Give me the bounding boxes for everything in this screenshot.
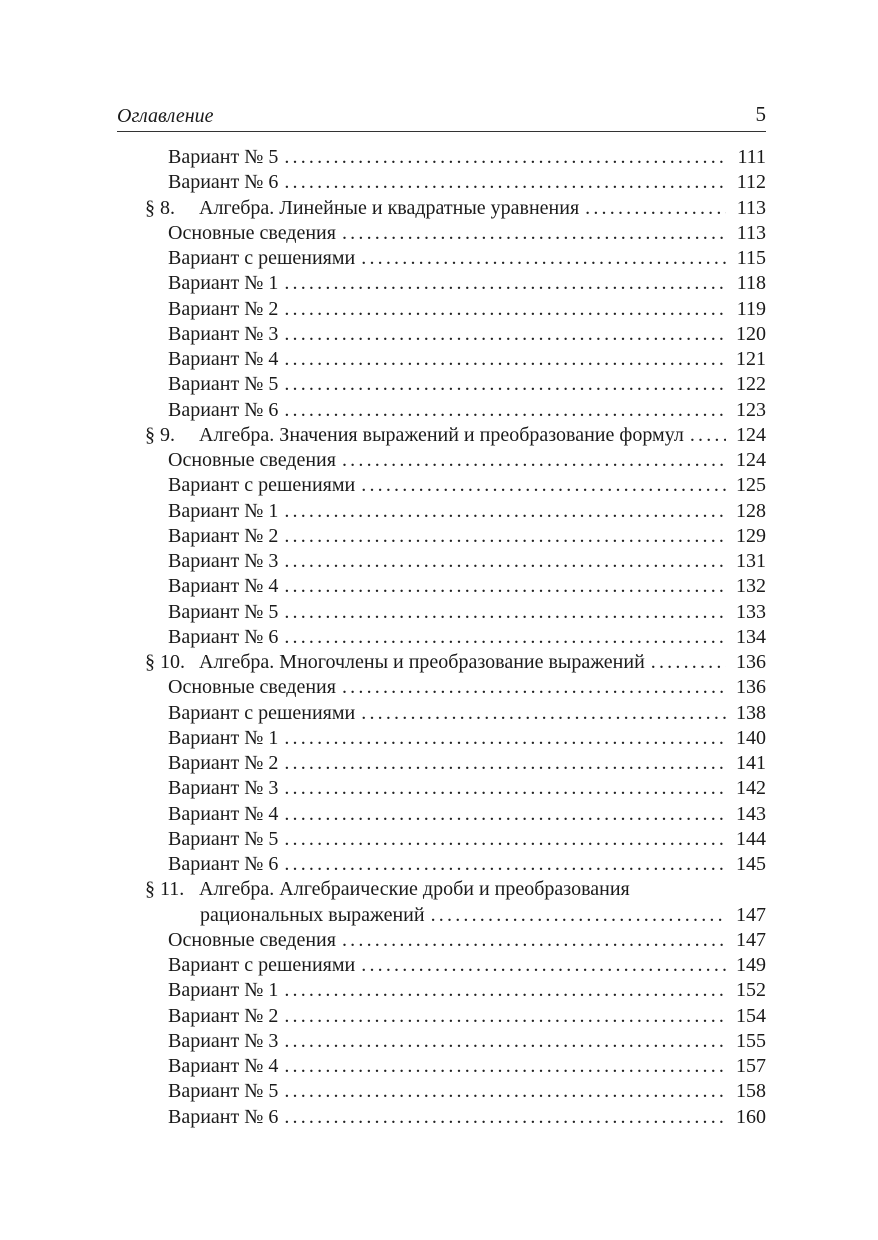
toc-entry [168,322,766,346]
dot-leader [284,751,726,775]
toc-entry-page: 143 [736,802,766,825]
dot-leader [284,802,726,826]
toc-entry-page: 160 [736,1105,766,1128]
toc-entry [168,751,766,775]
toc-entry-label: Вариант с решениями [168,474,356,497]
toc-entry [168,398,766,422]
toc-entry-page: 131 [736,550,766,572]
section-number: § 8. [145,196,175,219]
toc-entry-page: 112 [736,171,766,194]
dot-leader [284,145,726,169]
toc-entry-label: Вариант с решениями [168,954,356,976]
toc-section-entry [145,423,766,447]
dot-leader [284,600,726,624]
toc-entry-label: Вариант № 6 [168,625,279,648]
dot-leader [284,978,726,1002]
toc-entry-label: рациональных выражений [200,903,425,926]
toc-entry-page: 125 [736,474,766,497]
toc-entry-page: 155 [736,1029,766,1052]
toc-entry-label: Алгебра. Алгебраические дроби и преобразования [199,878,630,901]
dot-leader [284,1029,726,1053]
toc-entry-page: 133 [736,600,766,623]
toc-entry-label: Вариант № 2 [168,752,279,774]
dot-leader [284,347,726,371]
toc-entry-label: Вариант № 4 [168,575,279,598]
toc-entry-label: Вариант № 4 [168,348,279,370]
toc-entry-page: 158 [736,1080,766,1103]
toc-entry [168,1054,766,1078]
toc-entry [168,549,766,573]
dot-leader [284,549,726,573]
section-number: § 9. [145,423,175,446]
toc-entry [168,145,766,169]
dot-leader [284,1054,726,1078]
dot-leader [284,297,726,321]
section-number: § 11. [145,878,185,901]
running-header [117,103,766,132]
dot-leader [284,499,726,523]
toc-entry-page: 132 [736,575,766,598]
dot-leader [284,524,726,548]
toc-section-entry [145,196,766,220]
toc-entry-label: Вариант № 3 [168,777,279,800]
toc-entry-page: 157 [736,1055,766,1077]
toc-entry-label: Вариант № 3 [168,1029,279,1052]
toc-entry [200,903,766,927]
dot-leader [284,1079,726,1103]
toc-entry-label: Вариант № 5 [168,146,279,168]
toc-entry-page: 140 [736,726,766,749]
toc-section-entry [145,877,766,901]
toc-entry [168,246,766,270]
toc-entry-page: 144 [736,827,766,850]
toc-entry-label: Вариант № 5 [168,600,279,623]
toc-entry [168,297,766,321]
toc-entry-label: Вариант № 1 [168,272,279,295]
toc-entry-label: Вариант № 4 [168,802,279,825]
header-page-number: 5 [755,102,766,126]
toc-entry-label: Вариант № 6 [168,398,279,421]
toc-entry-page: 141 [736,752,766,774]
toc-entry-label: Алгебра. Значения выражений и преобразование формул [199,423,684,446]
dot-leader [284,827,726,851]
toc-entry-page: 113 [736,221,766,244]
toc-entry-label: Вариант № 2 [168,297,279,320]
toc-entry-label: Вариант № 6 [168,853,279,875]
toc-entry [168,448,766,472]
toc-entry-label: Вариант № 1 [168,979,279,1002]
toc-entry-page: 136 [736,676,766,699]
toc-entry-page: 134 [736,625,766,648]
dot-leader [284,625,726,649]
toc-entry-page: 111 [737,146,766,168]
toc-entry-page: 113 [736,196,766,219]
toc-entry-label: Вариант № 1 [168,499,279,522]
toc-entry [168,473,766,497]
toc-entry [168,802,766,826]
toc-entry [168,574,766,598]
toc-entry-label: Вариант № 2 [168,1004,279,1027]
toc-entry-page: 129 [736,524,766,547]
dot-leader [342,928,726,952]
toc-entry [168,1004,766,1028]
dot-leader [585,196,726,220]
toc-entry [168,978,766,1002]
toc-entry-label: Вариант № 1 [168,726,279,749]
dot-leader [284,852,726,876]
dot-leader [690,423,726,447]
toc-entry-label: Основные сведения [168,449,336,471]
toc-entry-label: Вариант № 5 [168,827,279,850]
toc-entry [168,271,766,295]
toc-entry-label: Вариант № 6 [168,1105,279,1128]
dot-leader [284,574,726,598]
toc-entry-page: 128 [736,499,766,522]
toc-entry [168,600,766,624]
toc-entry-page: 120 [736,322,766,345]
toc-entry-label: Вариант с решениями [168,701,356,724]
dot-leader [284,271,726,295]
dot-leader [361,473,726,497]
header-title: Оглавление [117,105,214,127]
toc-entry-label: Алгебра. Многочлены и преобразование выражений [199,651,645,673]
dot-leader [284,1105,726,1129]
dot-leader [284,372,726,396]
toc-entry [168,953,766,977]
dot-leader [651,650,726,674]
toc-entry [168,1029,766,1053]
toc-entry-label: Основные сведения [168,928,336,951]
toc-entry-page: 121 [736,348,766,370]
toc-entry-label: Вариант № 3 [168,550,279,572]
dot-leader [361,246,726,270]
dot-leader [431,903,726,927]
toc-entry-page: 136 [736,651,766,673]
toc-entry-label: Вариант № 4 [168,1055,279,1077]
dot-leader [284,170,726,194]
toc-entry [168,347,766,371]
toc-entry [168,170,766,194]
toc-entry-label: Алгебра. Линейные и квадратные уравнения [199,196,580,219]
toc-entry-page: 138 [736,701,766,724]
dot-leader [284,776,726,800]
toc-entry [168,726,766,750]
dot-leader [361,701,726,725]
toc-entry-label: Основные сведения [168,676,336,699]
toc-entry [168,1105,766,1129]
toc-entry-page: 154 [736,1004,766,1027]
toc-entry-page: 115 [736,247,766,269]
toc-entry-label: Вариант № 3 [168,322,279,345]
toc-entry-label: Основные сведения [168,221,336,244]
toc-entry-page: 145 [736,853,766,875]
toc-entry-page: 119 [736,297,766,320]
toc-entry-label: Вариант № 2 [168,524,279,547]
toc-section-entry [145,650,766,674]
toc-entry [168,827,766,851]
toc-entry [168,675,766,699]
toc-entry-page: 124 [736,423,766,446]
dot-leader [284,398,726,422]
toc-entry-label: Вариант № 5 [168,1080,279,1103]
toc-entry-page: 152 [736,979,766,1002]
toc-entry-page: 118 [736,272,766,295]
toc-entry [168,524,766,548]
toc-entry-label: Вариант № 5 [168,373,279,396]
toc-entry-page: 147 [736,903,766,926]
section-number: § 10. [145,651,185,673]
dot-leader [361,953,726,977]
dot-leader [342,448,726,472]
toc-entry [168,701,766,725]
toc-entry [168,928,766,952]
toc-entry-page: 149 [736,954,766,976]
toc-entry-page: 122 [736,373,766,396]
toc-entry [168,372,766,396]
toc-entry [168,852,766,876]
toc-entry [168,499,766,523]
dot-leader [342,675,726,699]
toc-entry [168,776,766,800]
toc-entry-page: 147 [736,928,766,951]
toc-entry-label: Вариант № 6 [168,171,279,194]
toc-entry-page: 142 [736,777,766,800]
dot-leader [342,221,726,245]
dot-leader [284,1004,726,1028]
toc-entry-label: Вариант с решениями [168,247,356,269]
dot-leader [284,322,726,346]
toc-entry-page: 123 [736,398,766,421]
toc-entry [168,1079,766,1103]
dot-leader [284,726,726,750]
toc-entry-page: 124 [736,449,766,471]
toc-entry [168,221,766,245]
toc-entry [168,625,766,649]
